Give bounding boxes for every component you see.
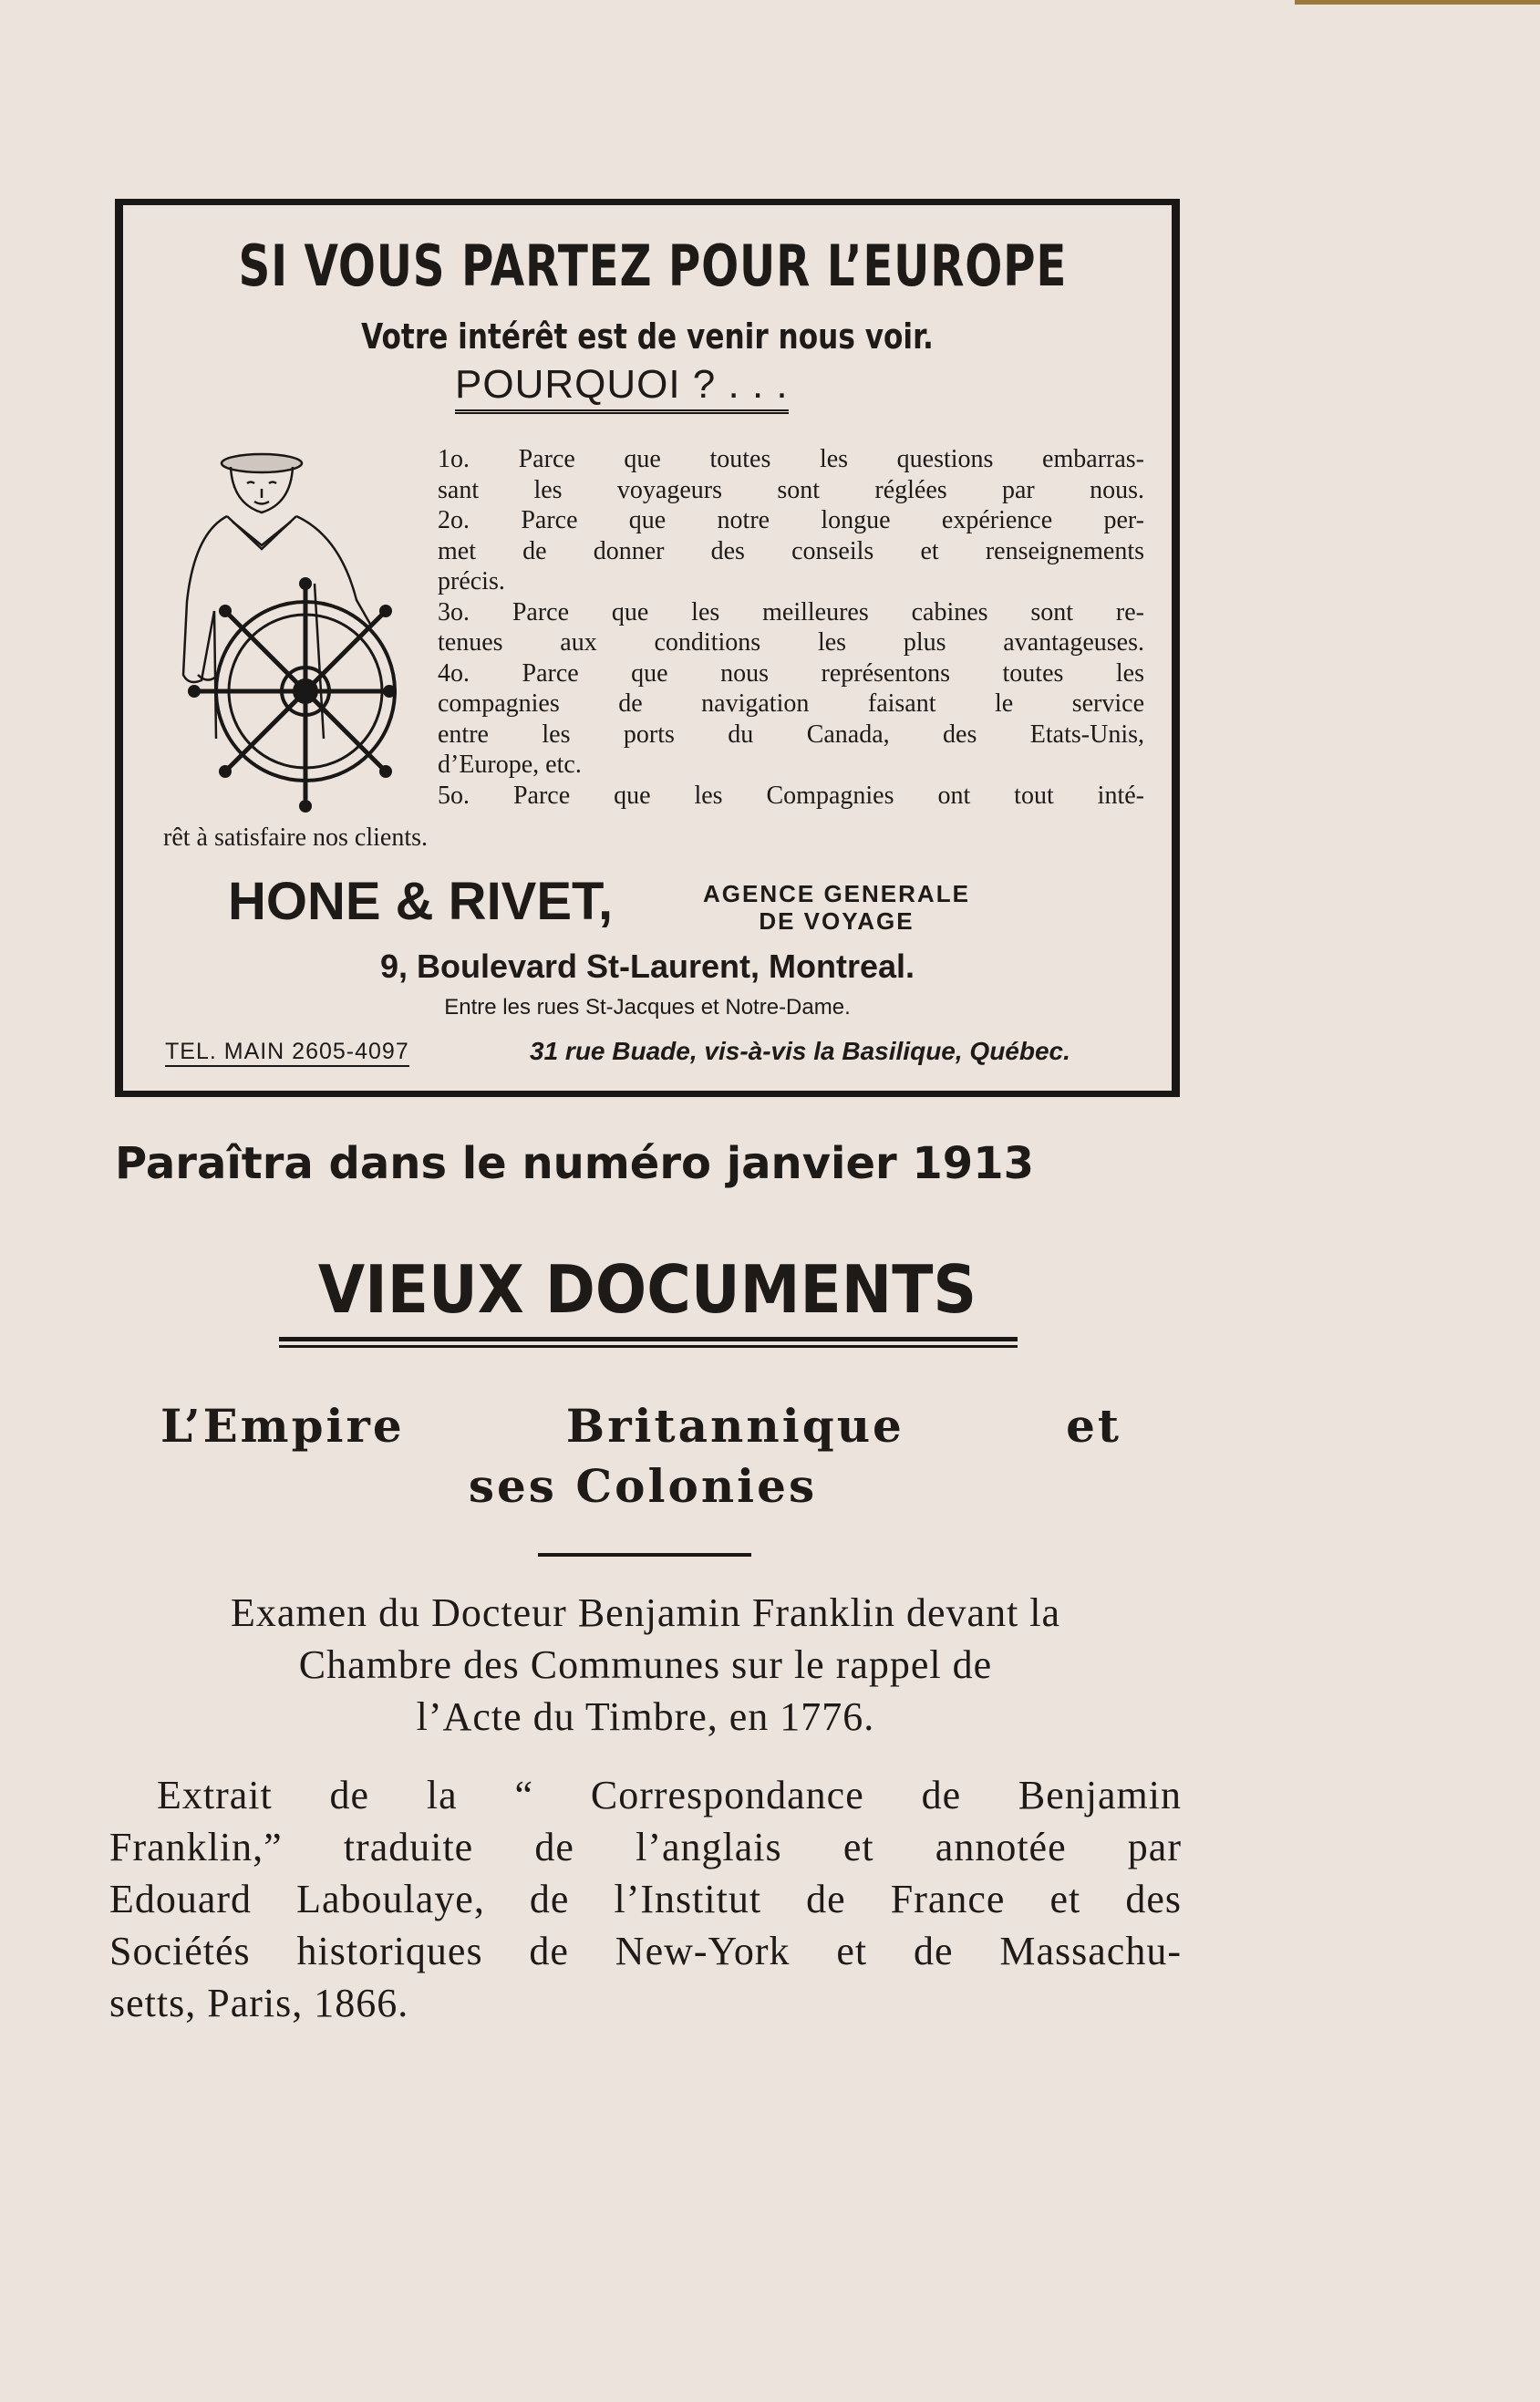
- reason-line: 3o. Parce que les meilleures cabines sont re-: [438, 597, 1144, 626]
- announcement: Paraîtra dans le numéro janvier 1913: [115, 1138, 1034, 1189]
- reason-line: d’Europe, etc.: [438, 751, 582, 779]
- article-title-line-2: ses Colonies: [468, 1459, 818, 1513]
- exam-line: Examen du Docteur Benjamin Franklin devant la: [230, 1590, 1061, 1635]
- reason-line: tenues aux conditions les plus avantageuses.: [438, 628, 1144, 657]
- ad-reasons-list: [438, 444, 1144, 811]
- firm-name: HONE & RIVET,: [228, 872, 614, 931]
- short-divider: [538, 1553, 751, 1557]
- extrait-line: Sociétés historiques de New-York et de Massachu-: [109, 1929, 1182, 1973]
- agency-line-1: AGENCE GENERALE: [703, 880, 970, 907]
- agency-description: [703, 880, 970, 935]
- ad-title: SI VOUS PARTEZ POUR L’EUROPE: [238, 233, 1068, 299]
- travel-agency-advertisement: [115, 199, 1180, 1097]
- reason-line: 5o. Parce que les Compagnies ont tout inté-: [438, 781, 1144, 810]
- firm-address: 9, Boulevard St-Laurent, Montreal.: [379, 947, 915, 985]
- reason-line: 4o. Parce que nous représentons toutes les: [438, 658, 1144, 688]
- sailor-at-ship-wheel-icon: [178, 447, 397, 821]
- address-note: Entre les rues St-Jacques et Notre-Dame.: [444, 995, 851, 1020]
- reason-line: sant les voyageurs sont réglées par nous.: [438, 475, 1144, 504]
- ad-why-heading: POURQUOI ? . . .: [455, 362, 789, 414]
- source-paragraph: [109, 1769, 1182, 2029]
- reason-tail-line: rêt à satisfaire nos clients.: [163, 823, 429, 852]
- article-title-line-1: L’Empire Britannique et: [160, 1399, 1121, 1453]
- reason-line: 1o. Parce que toutes les questions embarras-: [438, 445, 1144, 473]
- reason-line: précis.: [438, 567, 505, 595]
- ad-subtitle: Votre intérêt est de venir nous voir.: [361, 316, 934, 357]
- reason-line: met de donner des conseils et renseignements: [438, 536, 1144, 565]
- reason-line: 2o. Parce que notre longue expérience per-: [438, 506, 1144, 534]
- telephone: TEL. MAIN 2605-4097: [165, 1039, 409, 1067]
- title-double-rule: [279, 1337, 1018, 1348]
- extrait-line: Franklin,” traduite de l’anglais et annotée par: [109, 1825, 1182, 1869]
- section-title: VIEUX DOCUMENTS: [317, 1251, 977, 1328]
- reason-line: entre les ports du Canada, des Etats-Unis,: [438, 720, 1144, 749]
- extrait-line: Extrait de la “ Correspondance de Benjamin: [157, 1773, 1182, 1817]
- exam-description: [109, 1587, 1182, 1743]
- reason-line: compagnies de navigation faisant le service: [438, 689, 1144, 718]
- top-edge-line: [1295, 0, 1540, 5]
- extrait-line: setts, Paris, 1866.: [109, 1981, 409, 2025]
- quebec-address: 31 rue Buade, vis-à-vis la Basilique, Québec.: [530, 1037, 1070, 1065]
- agency-line-2: DE VOYAGE: [759, 907, 915, 935]
- extrait-line: Edouard Laboulaye, de l’Institut de France et des: [109, 1877, 1182, 1921]
- exam-line: Chambre des Communes sur le rappel de: [298, 1642, 993, 1687]
- exam-line: l’Acte du Timbre, en 1776.: [416, 1694, 875, 1739]
